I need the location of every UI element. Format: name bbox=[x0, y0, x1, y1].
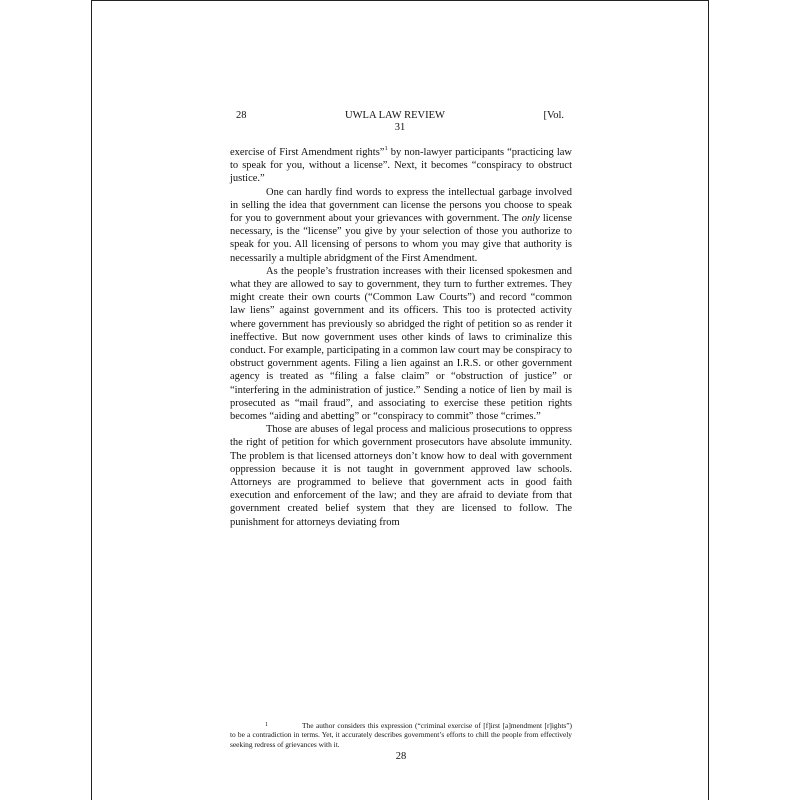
header-page-number: 28 bbox=[236, 110, 247, 121]
footer-page-number: 28 bbox=[395, 751, 407, 762]
document-page bbox=[91, 0, 709, 800]
volume-label: [Vol. bbox=[543, 110, 564, 121]
footnote-mark: 1 bbox=[265, 722, 268, 728]
paragraph-1: exercise of First Amendment rights”$^1$ by non-lawyer participants “practicing law to speak for you, without a license”. Next, it becomes “conspiracy to obstruct justice.” bbox=[230, 145, 572, 185]
volume-number: 31 bbox=[394, 122, 406, 133]
footnote-text: The author considers this expression (“criminal exercise of [f]irst [a]mendment [r]ights”) to be a contradiction in terms. Yet, it accurately describes government’s efforts to chill the people from effectively seeking redress of grievances with it. bbox=[230, 721, 572, 749]
paragraph-3: As the people’s frustration increases with their licensed spokesmen and what they are allowed to say to government, they turn to further extremes. They might create their own courts (“Common Law Courts”) and record “common law liens” against government and its officers. This too is protected activity where government has previously so abridged the right of petition so as render it ineffective. But now government uses other kinds of laws to criminalize this conduct. For example, participating in a common law court may be conspiracy to obstruct government agents. Filing a lien against an I.R.S. or other government agency is treated as “filing a false claim” or “obstruction of justice” or “interfering in the administration of justice.” Sending a notice of lien by mail is prosecuted as “mail fraud”, and associating to exercise these petition rights becomes “aiding and abetting” or “conspiracy to commit” those “crimes.” bbox=[230, 265, 572, 423]
emphasis-only: only bbox=[521, 213, 540, 225]
journal-title: UWLA LAW REVIEW bbox=[345, 110, 445, 121]
body-text bbox=[230, 146, 572, 529]
running-head bbox=[236, 110, 564, 134]
paragraph-2: One can hardly find words to express the intellectual garbage involved in selling the idea that government can license the persons you choose to speak for you to government about your grievances with government. The only license necessary, is the “license” you give by your selection of those you authorize to speak for you. All licensing of persons to whom you may give that authority is necessarily a multiple abridgment of the First Amendment. bbox=[230, 186, 573, 264]
footnote-reference: 1 bbox=[384, 145, 388, 152]
paragraph-4: Those are abuses of legal process and malicious prosecutions to oppress the right of petition for which government prosecutors have absolute immunity. The problem is that licensed attorneys don’t know how to deal with government oppression because it is not taught in government approved law schools. Attorneys are programmed to believe that government acts in good faith execution and enforcement of the law; and they are afraid to deviate from that government created belief system that they are licensed to follow. The punishment for attorneys deviating from bbox=[230, 424, 572, 528]
footnote bbox=[230, 721, 572, 749]
